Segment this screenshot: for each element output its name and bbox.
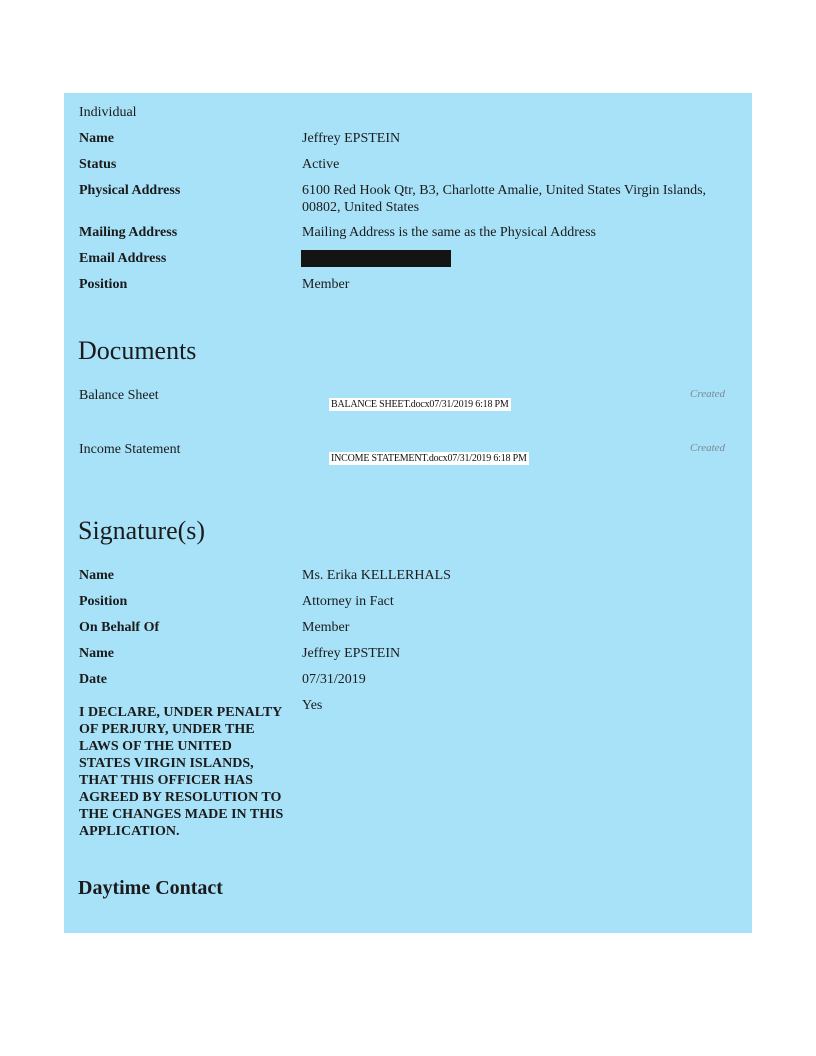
physical-address-value: 6100 Red Hook Qtr, B3, Charlotte Amalie, United States Virgin Islands, 00802, United States (302, 183, 707, 215)
individual-section-label: Individual (79, 105, 137, 120)
perjury-declaration-label: I DECLARE, UNDER PENALTY OF PERJURY, UNDER THE LAWS OF THE UNITED STATES VIRGIN ISLANDS, THAT THIS OFFICER HAS AGREED BY RESOLUTION TO THE CHANGES MADE IN THIS APPLICATION. (79, 705, 284, 839)
income-statement-label: Income Statement (79, 442, 181, 457)
individual-name-value: Jeffrey EPSTEIN (302, 131, 401, 146)
individual-status-value: Active (302, 157, 340, 172)
signer-name-value: Ms. Erika KELLERHALS (302, 568, 451, 583)
on-behalf-of-value: Member (302, 620, 350, 635)
balance-sheet-file-link[interactable]: BALANCE SHEET.docx07/31/2019 6:18 PM (331, 399, 509, 410)
individual-name-label: Name (79, 131, 114, 146)
behalf-name-label: Name (79, 646, 114, 661)
balance-sheet-status: Created (690, 388, 726, 400)
individual-position-label: Position (79, 277, 128, 292)
physical-address-label: Physical Address (79, 183, 181, 198)
form-panel (64, 93, 752, 933)
perjury-declaration-value: Yes (302, 698, 323, 713)
signature-date-label: Date (79, 672, 107, 687)
income-statement-status: Created (690, 442, 726, 454)
signatures-heading: Signature(s) (78, 516, 206, 545)
on-behalf-of-label: On Behalf Of (79, 620, 160, 635)
daytime-contact-heading: Daytime Contact (78, 877, 223, 899)
documents-heading: Documents (78, 336, 197, 365)
mailing-address-value: Mailing Address is the same as the Physical Address (302, 225, 596, 240)
behalf-name-value: Jeffrey EPSTEIN (302, 646, 401, 661)
individual-position-value: Member (302, 277, 350, 292)
mailing-address-label: Mailing Address (79, 225, 178, 240)
income-statement-file-link[interactable]: INCOME STATEMENT.docx07/31/2019 6:18 PM (331, 453, 527, 464)
signer-name-label: Name (79, 568, 114, 583)
balance-sheet-label: Balance Sheet (79, 388, 159, 403)
signer-position-value: Attorney in Fact (302, 594, 394, 609)
email-address-label: Email Address (79, 251, 167, 266)
signer-position-label: Position (79, 594, 128, 609)
email-redaction-block (301, 250, 451, 267)
individual-status-label: Status (79, 157, 117, 172)
signature-date-value: 07/31/2019 (302, 672, 366, 687)
